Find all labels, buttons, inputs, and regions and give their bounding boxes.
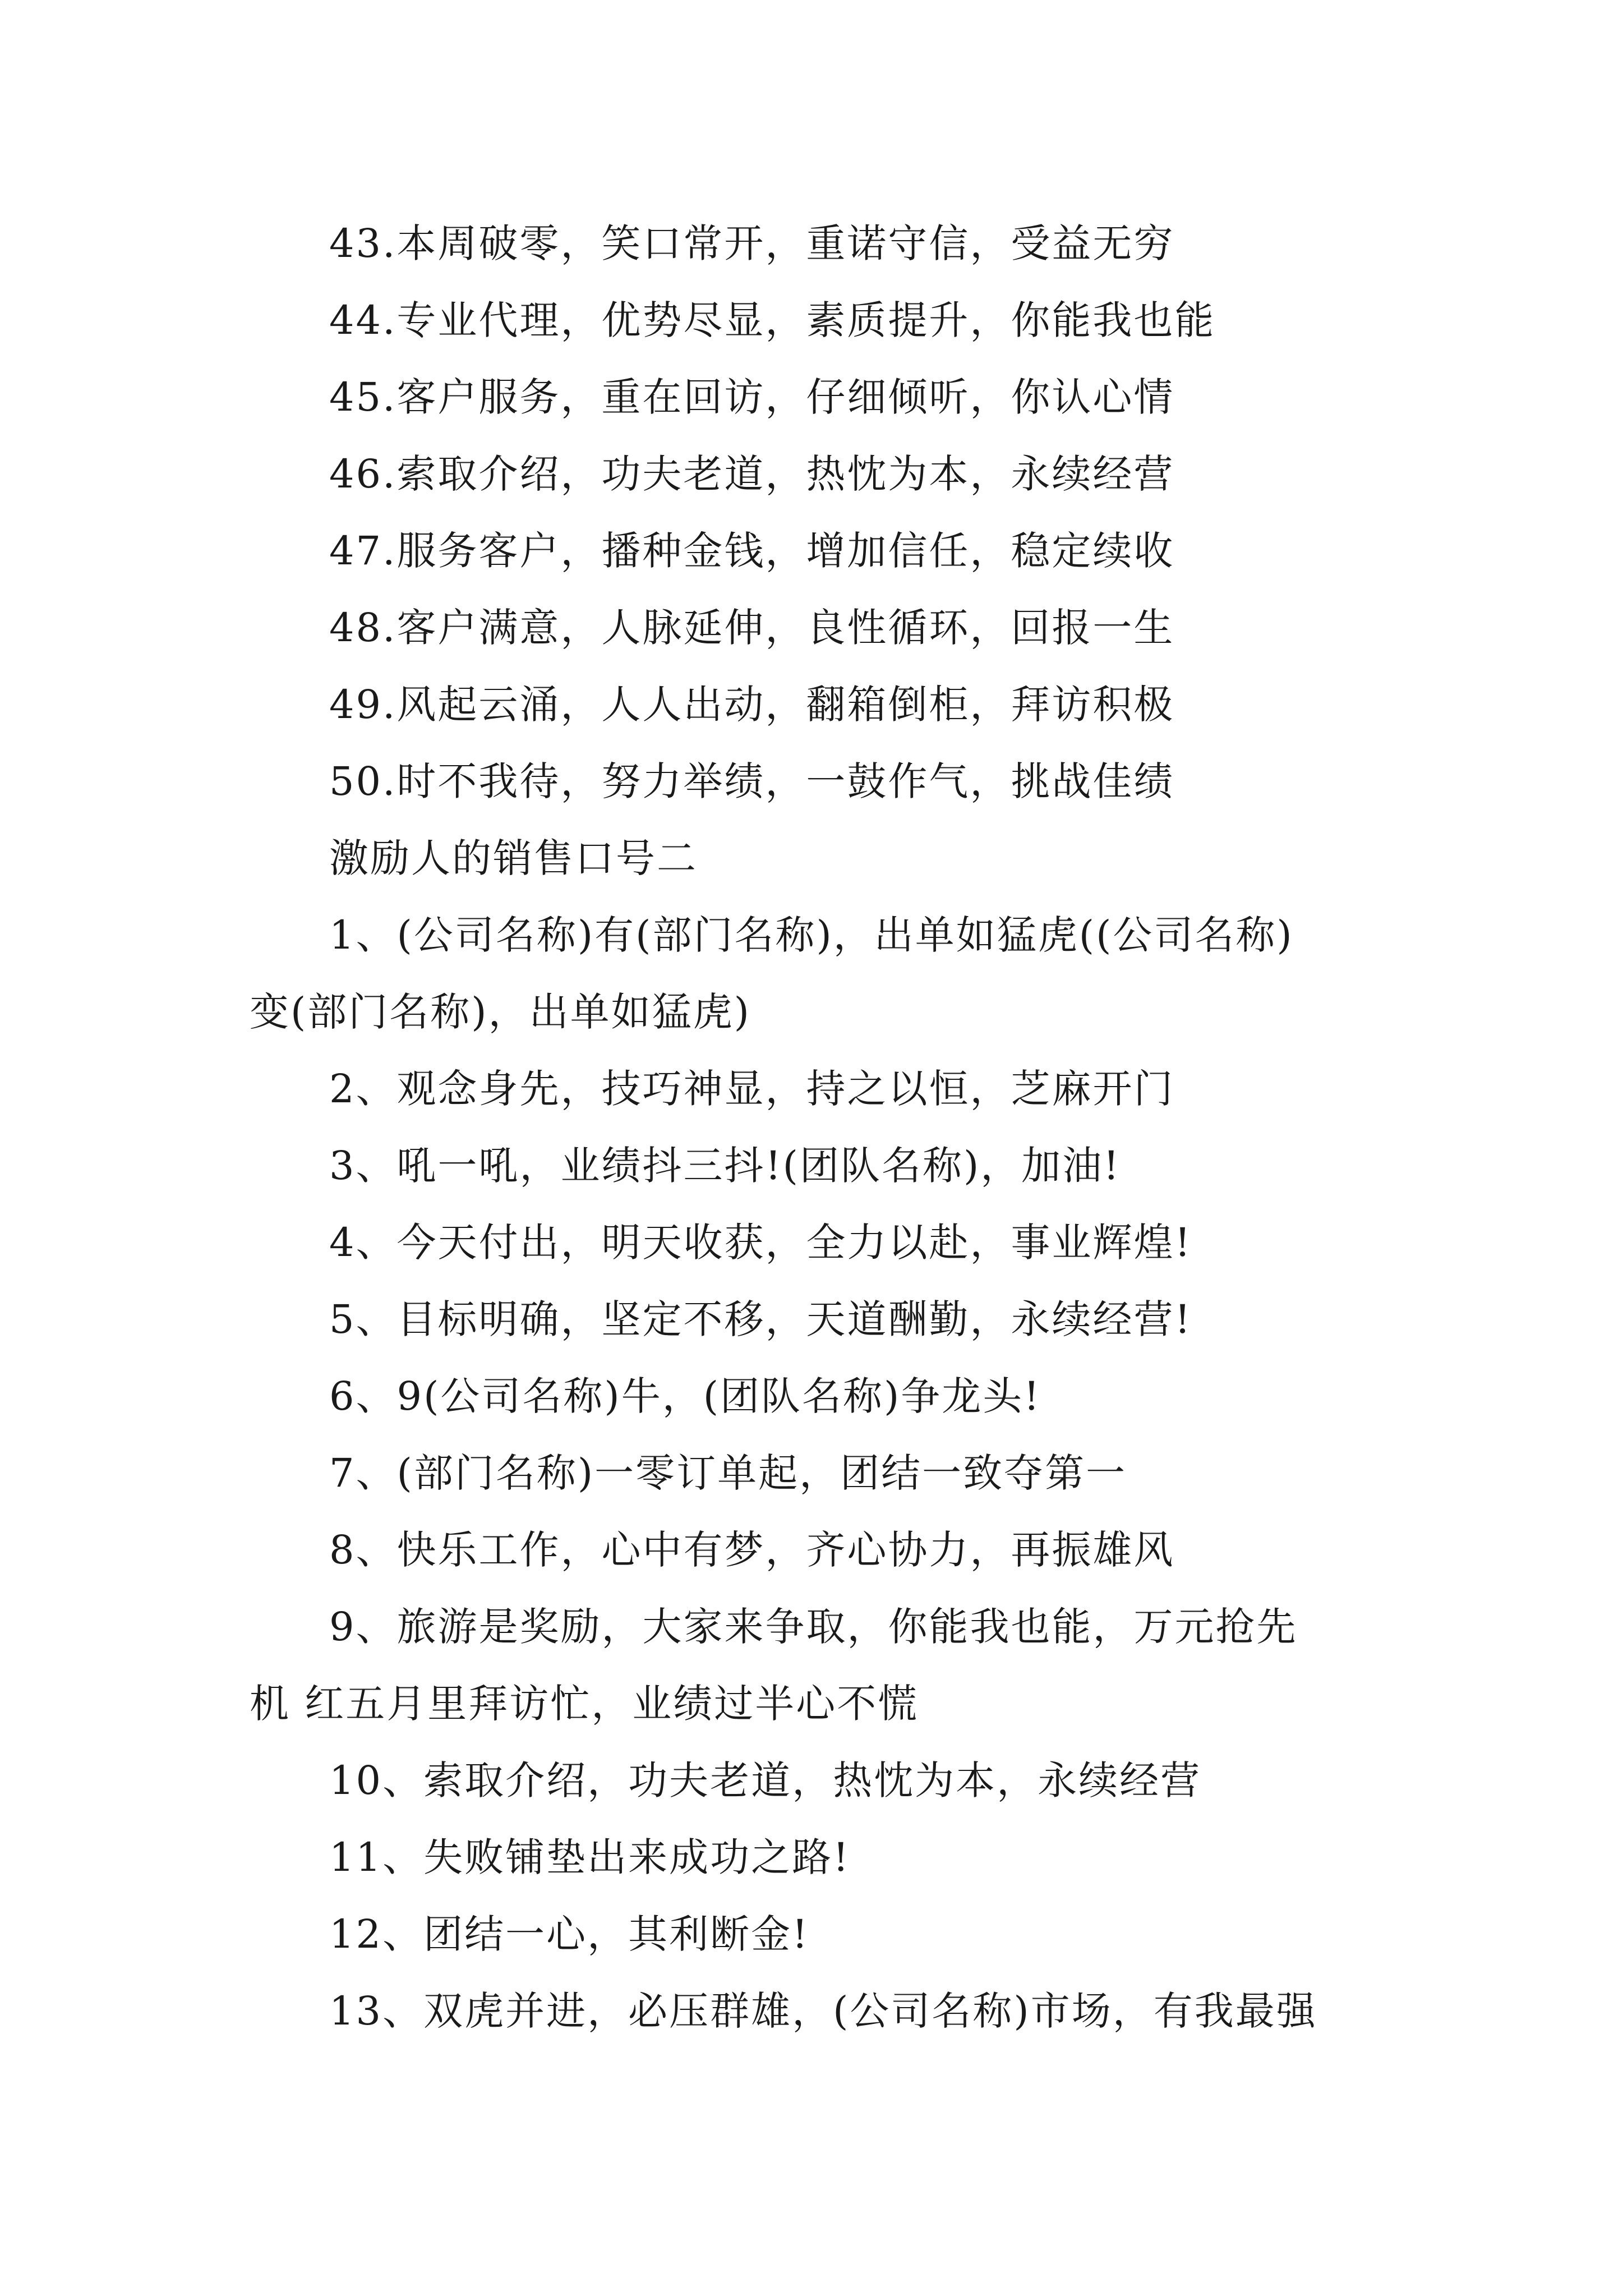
text-line: 2、观念身先，技巧神显，持之以恒，芝麻开门	[329, 1066, 1175, 1112]
text-line: 43.本周破零，笑口常开，重诺守信，受益无穷	[329, 220, 1175, 266]
text-line: 45.客户服务，重在回访，仔细倾听，你认心情	[329, 374, 1175, 420]
text-line: 12、团结一心，其利断金!	[329, 1911, 810, 1957]
text-line: 8、快乐工作，心中有梦，齐心协力，再振雄风	[329, 1527, 1175, 1573]
document-body	[250, 205, 1455, 2050]
text-line: 47.服务客户，播种金钱，增加信任，稳定续收	[329, 528, 1175, 574]
text-line-continuation: 机 红五月里拜访忙，业绩过半心不慌	[250, 1681, 919, 1727]
text-line: 4、今天付出，明天收获，全力以赴，事业辉煌!	[329, 1220, 1192, 1266]
text-line-continuation: 变(部门名称)，出单如猛虎)	[250, 989, 751, 1035]
text-line: 48.客户满意，人脉延伸，良性循环，回报一生	[329, 605, 1175, 651]
text-line: 7、(部门名称)一零订单起，团结一致夺第一	[329, 1450, 1127, 1496]
text-line: 6、9(公司名称)牛，(团队名称)争龙头!	[329, 1373, 1041, 1419]
text-line: 1、(公司名称)有(部门名称)，出单如猛虎((公司名称)	[329, 912, 1294, 958]
text-line: 44.专业代理，优势尽显，素质提升，你能我也能	[329, 297, 1216, 343]
text-line: 46.索取介绍，功夫老道，热忱为本，永续经营	[329, 451, 1175, 497]
text-line: 5、目标明确，坚定不移，天道酬勤，永续经营!	[329, 1296, 1192, 1342]
text-line: 9、旅游是奖励，大家来争取，你能我也能，万元抢先	[329, 1604, 1298, 1650]
text-line: 11、失败铺垫出来成功之路!	[329, 1834, 851, 1880]
text-line: 13、双虎并进，必压群雄，(公司名称)市场，有我最强	[329, 1988, 1317, 2034]
text-line: 10、索取介绍，功夫老道，热忱为本，永续经营	[329, 1757, 1202, 1803]
section-heading: 激励人的销售口号二	[329, 835, 698, 881]
text-line: 49.风起云涌，人人出动，翻箱倒柜，拜访积极	[329, 682, 1175, 728]
text-line: 50.时不我待，努力举绩，一鼓作气，挑战佳绩	[329, 758, 1175, 804]
text-line: 3、吼一吼，业绩抖三抖!(团队名称)，加油!	[329, 1143, 1121, 1189]
